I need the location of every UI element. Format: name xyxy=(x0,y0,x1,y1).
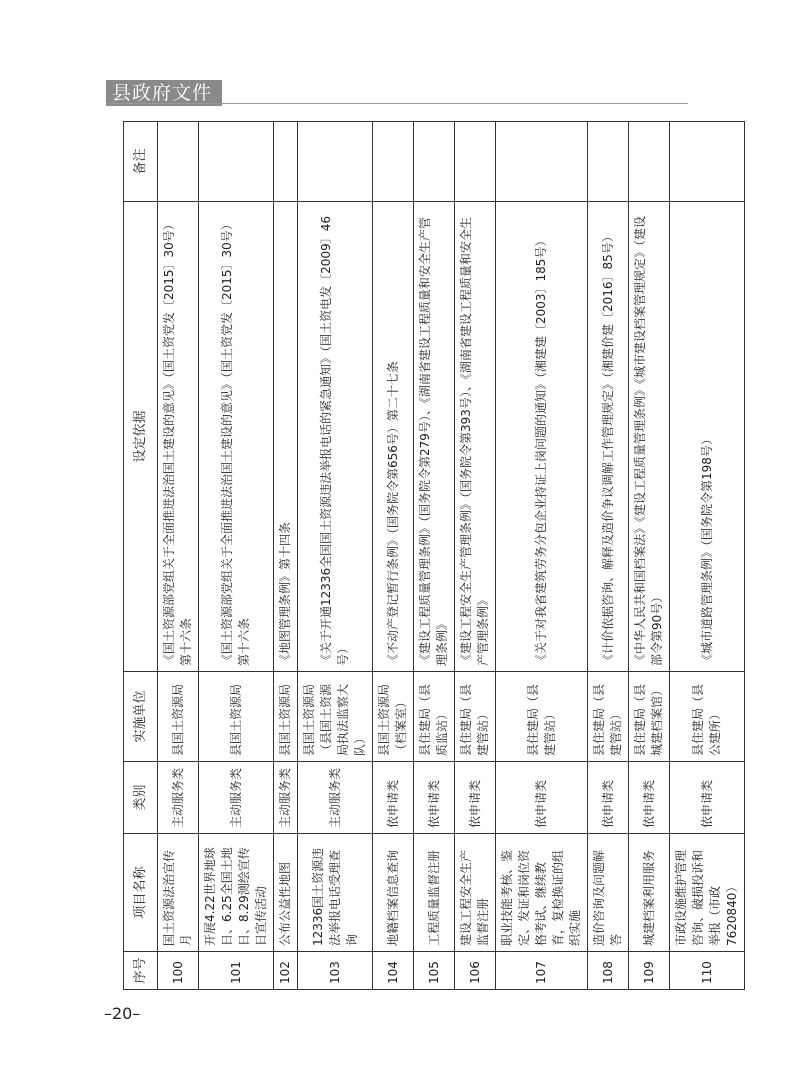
cell-name: 工程质量监督注册 xyxy=(414,834,455,952)
cell-no: 104 xyxy=(373,952,414,990)
col-header-no: 序号 xyxy=(124,952,158,990)
table-row xyxy=(274,122,298,990)
cell-category: 主动服务类 xyxy=(274,762,298,834)
table-row xyxy=(670,122,745,990)
table-row xyxy=(414,122,455,990)
cell-unit: 县国土资源局 xyxy=(199,672,274,762)
cell-unit: 县国土资源局（县国土资源局执法监察大队） xyxy=(298,672,373,762)
table-header-row xyxy=(124,122,158,990)
cell-remark xyxy=(199,122,274,202)
table-row xyxy=(496,122,588,990)
cell-no: 103 xyxy=(298,952,373,990)
cell-basis: 《国土资源部党组关于全面推进法治国土建设的意见》（国土资党发〔2015〕30号）第十六条 xyxy=(199,202,274,672)
cell-remark xyxy=(496,122,588,202)
cell-name: 建设工程安全生产监督注册 xyxy=(455,834,496,952)
cell-no: 108 xyxy=(588,952,629,990)
cell-category: 依申请类 xyxy=(414,762,455,834)
cell-remark xyxy=(588,122,629,202)
cell-name: 造价咨询及问题解答 xyxy=(588,834,629,952)
cell-category: 依申请类 xyxy=(588,762,629,834)
cell-basis: 《建设工程安全生产管理条例》（国务院令第393号）、《湖南省建设工程质量和安全生产管理条例》 xyxy=(455,202,496,672)
cell-unit: 县住建局（县城建档案馆） xyxy=(629,672,670,762)
cell-name: 市政设施维护管理咨询、破损投诉和举报（市政7620840） xyxy=(670,834,745,952)
cell-remark xyxy=(414,122,455,202)
col-header-basis: 设定依据 xyxy=(124,202,158,672)
cell-basis: 《关于对我省建筑劳务分包企业持证上岗问题的通知》（湘建建〔2003〕185号） xyxy=(496,202,588,672)
table-row xyxy=(158,122,199,990)
cell-remark xyxy=(298,122,373,202)
cell-basis: 《地图管理条例》第十四条 xyxy=(274,202,298,672)
cell-basis: 《计价依据咨询、解释及造价争议调解工作管理规定》（湘建价建〔2016〕85号） xyxy=(588,202,629,672)
cell-basis: 《城市道路管理条例》（国务院令第198号） xyxy=(670,202,745,672)
cell-basis: 《不动产登记暂行条例》（国务院令第656号）第二十七条 xyxy=(373,202,414,672)
cell-unit: 县住建局（县质监站） xyxy=(414,672,455,762)
table-row xyxy=(588,122,629,990)
cell-no: 105 xyxy=(414,952,455,990)
cell-unit: 县住建局（县建管站） xyxy=(455,672,496,762)
cell-name: 12336国土资源违法举报电话受理查询 xyxy=(298,834,373,952)
table-row xyxy=(199,122,274,990)
cell-no: 107 xyxy=(496,952,588,990)
cell-category: 依申请类 xyxy=(629,762,670,834)
section-title: 县政府文件 xyxy=(112,82,213,104)
cell-no: 100 xyxy=(158,952,199,990)
cell-category: 依申请类 xyxy=(670,762,745,834)
cell-remark xyxy=(629,122,670,202)
cell-no: 101 xyxy=(199,952,274,990)
cell-remark xyxy=(670,122,745,202)
cell-basis: 《中华人民共和国档案法》《建设工程质量管理条例》《城市建设档案管理规定》（建设部令第90号） xyxy=(629,202,670,672)
cell-no: 106 xyxy=(455,952,496,990)
col-header-unit: 实施单位 xyxy=(124,672,158,762)
cell-unit: 县国土资源局（档案室） xyxy=(373,672,414,762)
table-body xyxy=(158,122,745,990)
cell-basis: 《建设工程质量管理条例》（国务院令第279号）、《湖南省建设工程质量和安全生产管理条例》 xyxy=(414,202,455,672)
cell-category: 依申请类 xyxy=(455,762,496,834)
col-header-name: 项目名称 xyxy=(124,834,158,952)
cell-basis: 《国土资源部党组关于全面推进法治国土建设的意见》（国土资党发〔2015〕30号）第十六条 xyxy=(158,202,199,672)
cell-unit: 县国土资源局 xyxy=(274,672,298,762)
cell-unit: 县住建局（县建管站） xyxy=(496,672,588,762)
cell-category: 主动服务类 xyxy=(298,762,373,834)
service-items-table xyxy=(123,121,745,990)
header-divider xyxy=(106,103,688,104)
cell-unit: 县住建局（县建管站） xyxy=(588,672,629,762)
table-row xyxy=(373,122,414,990)
rotated-table-wrapper xyxy=(123,122,739,990)
table-row xyxy=(629,122,670,990)
cell-name: 开展4.22世界地球日、6.25全国土地日、8.29测绘宣传日宣传活动 xyxy=(199,834,274,952)
cell-remark xyxy=(373,122,414,202)
cell-remark xyxy=(274,122,298,202)
cell-category: 依申请类 xyxy=(373,762,414,834)
cell-basis: 《关于开通12336全国国土资源违法举报电话的紧急通知》（国土资电发〔2009〕46号） xyxy=(298,202,373,672)
cell-category: 依申请类 xyxy=(496,762,588,834)
cell-no: 110 xyxy=(670,952,745,990)
cell-remark xyxy=(455,122,496,202)
cell-category: 主动服务类 xyxy=(158,762,199,834)
cell-category: 主动服务类 xyxy=(199,762,274,834)
page-number: –20– xyxy=(104,1004,141,1023)
table-row xyxy=(298,122,373,990)
cell-name: 公布公益性地图 xyxy=(274,834,298,952)
col-header-category: 类别 xyxy=(124,762,158,834)
cell-name: 国土资源法治宣传月 xyxy=(158,834,199,952)
cell-unit: 县国土资源局 xyxy=(158,672,199,762)
table-row xyxy=(455,122,496,990)
cell-unit: 县住建局（县公建所） xyxy=(670,672,745,762)
cell-no: 102 xyxy=(274,952,298,990)
cell-name: 城建档案利用服务 xyxy=(629,834,670,952)
cell-name: 职业技能考核、鉴定、发证和岗位资格考试、继续教育，复检换证的组织实施 xyxy=(496,834,588,952)
cell-name: 地籍档案信息查询 xyxy=(373,834,414,952)
col-header-remark: 备注 xyxy=(124,122,158,202)
cell-remark xyxy=(158,122,199,202)
cell-no: 109 xyxy=(629,952,670,990)
